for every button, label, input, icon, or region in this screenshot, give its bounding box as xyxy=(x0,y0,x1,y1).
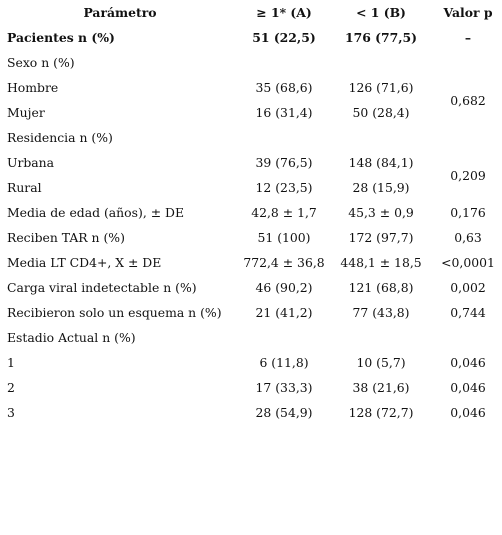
table-row-hombre xyxy=(0,75,502,100)
cell-valor-p: 0,209 xyxy=(450,167,486,183)
table-row-pacientes xyxy=(0,25,502,50)
row-label: Rural xyxy=(7,180,42,195)
header-parametro: Parámetro xyxy=(83,5,157,20)
header-group-a: ≥ 1* (A) xyxy=(256,5,312,20)
cell-group-a: 12 (23,5) xyxy=(255,180,313,195)
cell-group-b: 50 (28,4) xyxy=(352,105,410,120)
cell-valor-p: 0,046 xyxy=(450,355,486,370)
cell-group-a: 39 (76,5) xyxy=(255,155,313,170)
table-row-residencia-heading xyxy=(0,125,502,150)
cell-group-b: 172 (97,7) xyxy=(348,230,414,245)
row-label: 2 xyxy=(7,380,15,395)
table-row-estadio-heading xyxy=(0,325,502,350)
table-row-estadio-1 xyxy=(0,350,502,375)
cell-group-a: 21 (41,2) xyxy=(255,305,313,320)
cell-valor-p: 0,744 xyxy=(450,305,486,320)
row-label: Media LT CD4+, X ± DE xyxy=(7,255,162,270)
table-row-estadio-3 xyxy=(0,400,502,425)
row-label: Carga viral indetectable n (%) xyxy=(7,280,197,295)
cell-group-a: 42,8 ± 1,7 xyxy=(251,205,317,220)
cell-group-b: 176 (77,5) xyxy=(344,30,418,45)
row-label: 1 xyxy=(7,355,15,370)
table-row-urbana xyxy=(0,150,502,175)
cell-group-b: 148 (84,1) xyxy=(348,155,414,170)
cell-valor-p: <0,0001 xyxy=(441,255,495,270)
cell-valor-p: – xyxy=(464,30,472,45)
row-label: Pacientes n (%) xyxy=(7,30,115,45)
cell-group-a: 51 (100) xyxy=(257,230,311,245)
header-group-b: < 1 (B) xyxy=(356,5,406,20)
cell-group-b: 45,3 ± 0,9 xyxy=(348,205,414,220)
row-label: Recibieron solo un esquema n (%) xyxy=(7,305,222,320)
table-row-carga-viral xyxy=(0,275,502,300)
cell-valor-p: 0,682 xyxy=(450,92,486,108)
table-row-cd4 xyxy=(0,250,502,275)
table-row-edad xyxy=(0,200,502,225)
cell-valor-p: 0,176 xyxy=(450,205,486,220)
table-row-tar xyxy=(0,225,502,250)
cell-group-b: 77 (43,8) xyxy=(352,305,410,320)
cell-group-a: 16 (31,4) xyxy=(255,105,313,120)
cell-group-b: 126 (71,6) xyxy=(348,80,414,95)
row-label: Media de edad (años), ± DE xyxy=(7,205,184,220)
table-header-row xyxy=(0,0,502,25)
cell-group-a: 46 (90,2) xyxy=(255,280,313,295)
row-label: Mujer xyxy=(7,105,45,120)
section-label: Residencia n (%) xyxy=(7,130,113,145)
cell-group-a: 772,4 ± 36,8 xyxy=(243,255,325,270)
cell-group-a: 28 (54,9) xyxy=(255,405,313,420)
cell-group-a: 6 (11,8) xyxy=(259,355,309,370)
table-row-esquema xyxy=(0,300,502,325)
row-label: Reciben TAR n (%) xyxy=(7,230,125,245)
section-label: Sexo n (%) xyxy=(7,55,75,70)
table-row-estadio-2 xyxy=(0,375,502,400)
cell-valor-p: 0,046 xyxy=(450,380,486,395)
cell-valor-p: 0,002 xyxy=(450,280,486,295)
row-label: Urbana xyxy=(7,155,55,170)
cell-group-b: 128 (72,7) xyxy=(348,405,414,420)
row-label: Hombre xyxy=(7,80,59,95)
cell-group-b: 28 (15,9) xyxy=(352,180,410,195)
cell-group-a: 17 (33,3) xyxy=(255,380,313,395)
cell-group-b: 38 (21,6) xyxy=(352,380,410,395)
section-label: Estadio Actual n (%) xyxy=(7,330,136,345)
row-label: 3 xyxy=(7,405,15,420)
header-valor-p: Valor p xyxy=(443,5,493,20)
cell-group-b: 121 (68,8) xyxy=(348,280,414,295)
table-row-sexo-heading xyxy=(0,50,502,75)
table-row-mujer xyxy=(0,100,502,125)
cell-group-b: 448,1 ± 18,5 xyxy=(340,255,422,270)
cell-valor-p: 0,046 xyxy=(450,405,486,420)
cell-group-a: 51 (22,5) xyxy=(252,30,316,45)
cell-group-a: 35 (68,6) xyxy=(255,80,313,95)
table-row-rural xyxy=(0,175,502,200)
cell-valor-p: 0,63 xyxy=(454,230,482,245)
cell-group-b: 10 (5,7) xyxy=(356,355,406,370)
